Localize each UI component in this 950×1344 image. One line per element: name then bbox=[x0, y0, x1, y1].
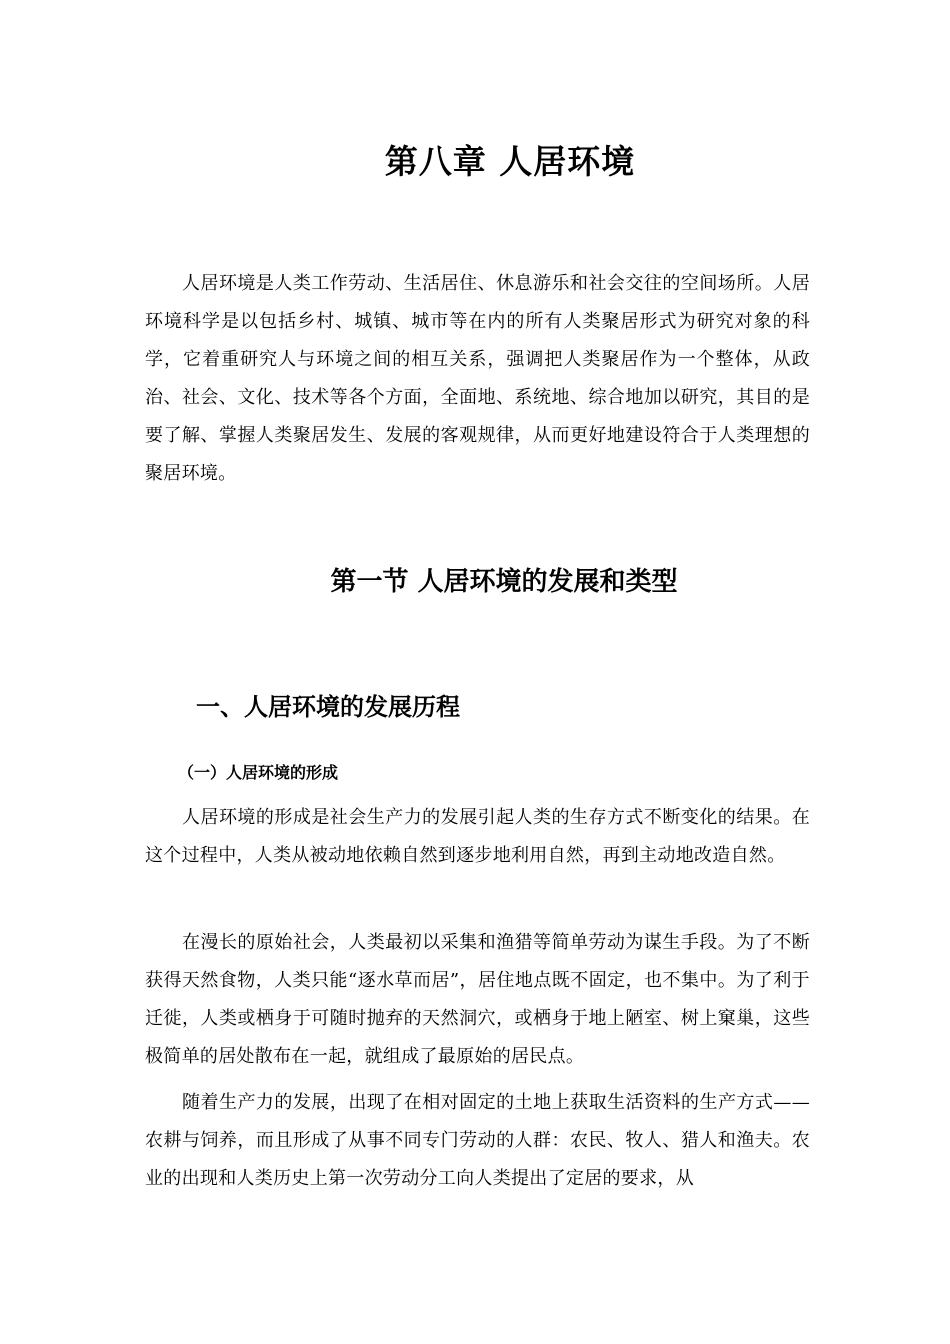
section-title: 第一节 人居环境的发展和类型 bbox=[330, 567, 678, 597]
body-paragraph: 在漫长的原始社会，人类最初以采集和渔猎等简单劳动为谋生手段。为了不断获得天然食物，人类只能“逐水草而居”，居住地点既不固定，也不集中。为了利于迁徙，人类或栖身于可随时抛弃的天然洞穴，或栖身于地上陋室、树上窠巢，这些极简单的居处散布在一起，就组成了最原始的居民点。 bbox=[145, 932, 810, 1067]
chapter-title: 第八章 人居环境 bbox=[384, 142, 636, 181]
intro-paragraph: 人居环境是人类工作劳动、生活居住、休息游乐和社会交往的空间场所。人居环境科学是以包括乡村、城镇、城市等在内的所有人类聚居形式为研究对象的科学，它着重研究人与环境之间的相互关系，强调把人类聚居作为一个整体，从政治、社会、文化、技术等各个方面，全面地、系统地、综合地加以研究，其目的是要了解、掌握人类聚居发生、发展的客观规律，从而更好地建设符合于人类理想的聚居环境。 bbox=[145, 273, 810, 484]
body-paragraph: 随着生产力的发展，出现了在相对固定的土地上获取生活资料的生产方式——农耕与饲养，而且形成了从事不同专门劳动的人群：农民、牧人、猎人和渔夫。农业的出现和人类历史上第一次劳动分工向人类提出了定居的要求，从 bbox=[145, 1092, 810, 1189]
body-paragraph: 人居环境的形成是社会生产力的发展引起人类的生存方式不断变化的结果。在这个过程中，人类从被动地依赖自然到逐步地利用自然，再到主动地改造自然。 bbox=[145, 807, 810, 866]
subsubsection-title: （一）人居环境的形成 bbox=[178, 763, 339, 782]
subsection-title: 一、人居环境的发展历程 bbox=[196, 693, 460, 721]
